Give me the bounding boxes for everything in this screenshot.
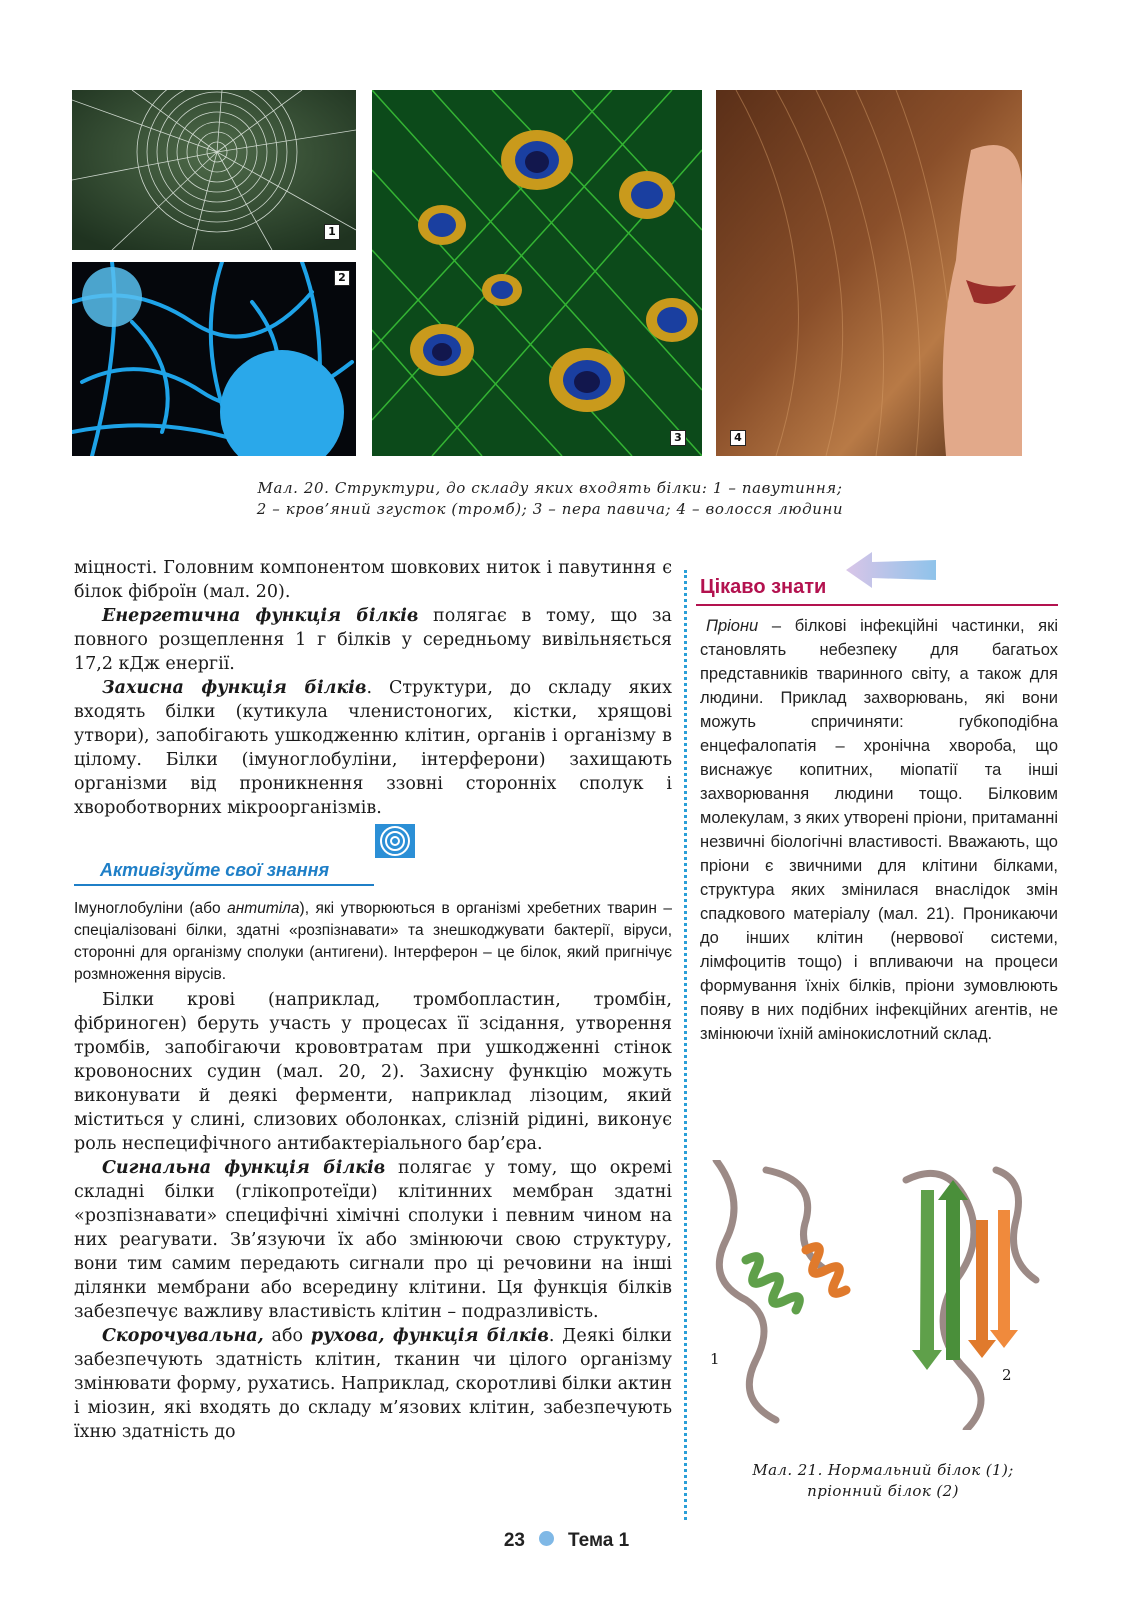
activate-underline	[74, 884, 374, 886]
figure-21-caption-line2: пріонний білок (2)	[807, 1482, 959, 1500]
figure-label-3: 3	[670, 430, 686, 446]
activate-knowledge-title: Активізуйте свої знання	[100, 860, 330, 880]
figure-20-caption-line1: Мал. 20. Структури, до складу яких входять білки: 1 – павутиння;	[257, 479, 843, 497]
figure-21-caption-line1: Мал. 21. Нормальний білок (1);	[752, 1461, 1014, 1479]
term-motor-function: рухова, функція білків	[310, 1326, 549, 1346]
paragraph-protective: Захисна функція білків. Структури, до складу яких входять білки (кутикула членистоногих, кістки, хрящові утвори), запобігають ушкодженню клітин, органів і організму в цілому. Білки (імуноглобуліни, інтерферони) захищають організми від проникнення ззовні сторонніх сполук і хвороботворних мікроорганізмів.	[74, 678, 672, 818]
sidebar-underline	[696, 604, 1058, 606]
figure-label-1: 1	[324, 224, 340, 240]
topic-label: Тема 1	[567, 1530, 630, 1551]
paragraph-blood-proteins: Білки крові (наприклад, тромбопластин, тромбін, фібриноген) беруть участь у процесах її зсідання, утворення тромбів, запобігаючи крововтратам при ушкодженні стінок кровоносних судин (мал. 20, 2). Захисну функцію можуть виконувати й деякі ферменти, наприклад лізоцим, який міститься у слині, слизових оболонках, слізній рідині, виконує роль неспецифічного антибактеріального бар’єра.	[74, 990, 672, 1154]
paragraph-signal: Сигнальна функція білків полягає у тому, що окремі складні білки (глікопротеїди) клітинних мембран здатні «розпізнавати» специфічні хімічні сполуки і певним чином на них реагувати. Зв’язуючи їх або змінюючи свою структуру, вони тим самим передають сигнали про ці речовини на інші ділянки мембрани або всередину клітини. Ця функція білків забезпечує важливу властивість клітин – подразливість.	[74, 1158, 672, 1322]
protein-label-2: 2	[1002, 1366, 1012, 1384]
prions-text: Пріони – білкові інфекційні частинки, які становлять небезпеку для багатьох представників тваринного світу, а також для людини. Приклад захворювань, які вони можуть спричиняти: губкоподібна енцефалопатія – хронічна хвороба, що виснажує копитних, міопатії та інші захворювання людини тощо. Білковим молекулам, з яких утворені пріони, притаманні незвичні біологічні властивості. Вважають, що пріони є звичними для клітини білками, структура яких змінилася внаслідок змін спадкового матеріалу (мал. 21). Проникаючи до інших клітин (нервової системи, лімфоцитів тощо) і впливаючи на процеси формування їхніх білків, пріони зумовлюють появу в них подібних інфекційних агентів, не змінюючи їхній амінокислотний склад.	[700, 617, 1058, 1043]
term-signal-function: Сигнальна функція білків	[102, 1158, 386, 1178]
figure-20-caption	[150, 478, 950, 520]
peacock-feathers-photo	[372, 90, 702, 456]
figure-21-caption	[706, 1460, 1060, 1502]
activate-knowledge-text: Імуноглобуліни (або антитіла), які утворюються в організмі хребетних тварин – спеціалізовані білки, здатні «розпізнавати» та знешкоджувати бактерії, віруси, сторонні для організму сполуки (антигени). Інтерферон – це білок, який пригнічує розмноження вірусів.	[74, 900, 672, 983]
paragraph-energy: Енергетична функція білків полягає в тому, що за повного розщеплення 1 г білків у середньому вивільняється 17,2 кДж енергії.	[74, 606, 672, 674]
target-rings-icon	[375, 824, 415, 858]
figure-label-4: 4	[730, 430, 746, 446]
term-protective-function: Захисна функція білків	[102, 678, 367, 698]
term-prions: Пріони	[706, 617, 759, 635]
footer-dot-icon	[539, 1531, 554, 1546]
spider-web-photo	[72, 90, 356, 250]
page-footer	[0, 1530, 1133, 1552]
column-divider	[684, 570, 687, 1520]
term-antibodies: антитіла	[227, 900, 300, 917]
interesting-to-know-title: Цікаво знати	[700, 576, 827, 598]
human-hair-photo	[716, 90, 1022, 456]
page-number: 23	[503, 1530, 525, 1551]
term-energy-function: Енергетична функція білків	[102, 606, 419, 626]
paragraph-silk: міцності. Головним компонентом шовкових ниток і павутиння є білок фіброїн (мал. 20).	[74, 558, 672, 602]
term-contractile: Скорочувальна,	[102, 1326, 264, 1346]
figure-label-2: 2	[334, 270, 350, 286]
blood-clot-photo	[72, 262, 356, 456]
main-text-top	[74, 556, 672, 820]
protein-structures-illustration	[706, 1160, 1060, 1430]
main-text-bottom	[74, 988, 672, 1444]
protein-label-1: 1	[710, 1350, 720, 1368]
figure-20-caption-line2: 2 – кров’яний згусток (тромб); 3 – пера павича; 4 – волосся людини	[256, 500, 844, 518]
paragraph-contractile: Скорочувальна, або рухова, функція білків. Деякі білки забезпечують здатність клітин, тканин чи цілого організму змінювати форму, рухатись. Наприклад, скоротливі білки актин і міозин, які входять до складу м’язових клітин, забезпечують їхню здатність до	[74, 1326, 672, 1442]
arrow-decoration-icon	[842, 548, 942, 594]
